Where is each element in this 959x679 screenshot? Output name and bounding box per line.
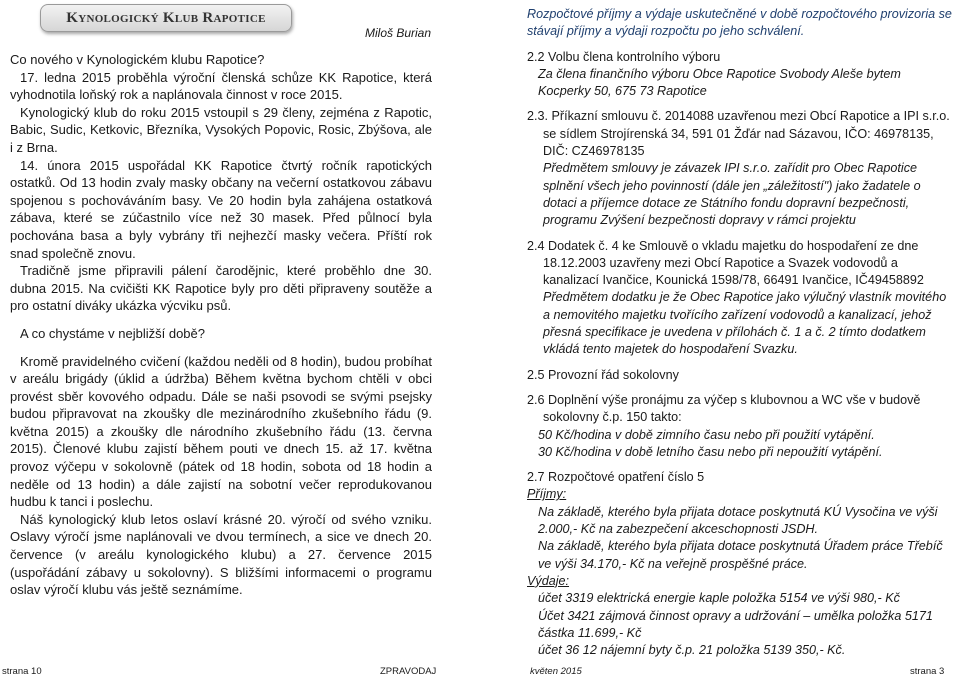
item-heading: 2.7 Rozpočtové opatření číslo 5: [527, 470, 705, 485]
right-column-minutes: [527, 6, 952, 659]
paragraph: Tradičně jsme připravili pálení čarodějnic, které proběhlo dne 30. dubna 2015. Na cvičišti KK Rapotice byly pro děti připraveny soutěže a pro ostatní diváky ukázka výcviku psů.: [10, 263, 432, 314]
item-detail: účet 3319 elektrická energie kaple položka 5154 ve výši 980,- Kč: [538, 591, 900, 606]
article-heading: Co nového v Kynologickém klubu Rapotice?: [10, 52, 265, 67]
paragraph: Náš kynologický klub letos oslaví krásné 20. výročí od svého vzniku. Oslavy výročí jsme naplánovali ve dvou termínech, a sice ve dnech 20. července (v areálu kynologického klubu) a 27. července 2015 (uspořádání zábavy u sokolovny). S bližšími informacemi o programu oslav výročí klubu vás ještě seznámíme.: [10, 511, 432, 598]
issue-date: květen 2015: [530, 666, 582, 677]
item-detail: 50 Kč/hodina v době zimního času nebo při použití vytápění.: [538, 427, 875, 442]
paragraph: 17. ledna 2015 proběhla výroční členská schůze KK Rapotice, která vyhodnotila loňský rok a naplánovala činnost v roce 2015.: [10, 69, 432, 103]
page-number-left: strana 10: [2, 666, 42, 677]
item-detail: Za člena finančního výboru Obce Rapotice Svobody Aleše bytem Kocperky 50, 675 73 Rapotice: [538, 66, 901, 99]
left-column-article: [10, 51, 432, 599]
item-detail: Účet 3421 zájmová činnost opravy a udržování – umělka položka 5171 částka 11.699,- Kč: [538, 608, 933, 640]
club-title: Kynologický Klub Rapotice: [66, 10, 266, 26]
item-detail: Na základě, kterého byla přijata dotace poskytnutá Úřadem práce Třebíč ve výši 34.170,- Kč na veřejně prospěšné práce.: [538, 539, 943, 571]
item-heading: 2.2 Volbu člena kontrolního výboru: [527, 49, 721, 64]
page-number-right: strana 3: [910, 666, 945, 677]
expenses-label: Výdaje:: [527, 573, 570, 588]
income-label: Příjmy:: [527, 487, 567, 502]
item-detail: účet 36 12 nájemní byty č.p. 21 položka 5139 350,- Kč.: [538, 643, 846, 658]
item-heading: 2.5 Provozní řád sokolovny: [527, 367, 679, 382]
article-author: Miloš Burian: [365, 26, 432, 40]
item-detail: Na základě, kterého byla přijata dotace poskytnutá KÚ Vysočina ve výši 2.000,- Kč na zabezpečení akceschopnosti JSDH.: [538, 504, 938, 537]
club-title-banner: [40, 4, 292, 32]
section-question: A co chystáme v nejbližší době?: [20, 325, 205, 341]
paragraph: Kynologický klub do roku 2015 vstoupil s 29 členy, zejména z Rapotic, Babic, Sudic, Ketkovic, Březníka, Vysokých Popovic, Rosic, Zbýšova, ale i z Brna.: [10, 104, 432, 155]
paragraph: Kromě pravidelného cvičení (každou neděli od 8 hodin), budou probíhat v areálu brigády (úklid a údržba) Během května bychom chtěli v obci provést sběr kovového odpadu. Dále se naši psovodi se svými psejsky budou připravovat na zkoušky dle mezinárodního zkušebního řádu (9. května 2015) a zkoušky dle národního zkušebního řádu (13. června 2015). Členové klubu zajistí během pouti ve dnech 15. až 17. května provoz výčepu v sokolovně (pátek od 18 hodin, sobota od 18 hodin a neděle od 13 hodin) a dále zajistí na sobotní večer reprodukovanou hudbu k tanci i poslechu.: [10, 353, 432, 510]
item-heading: 2.3. Příkazní smlouvu č. 2014088 uzavřenou mezi Obcí Rapotice a IPI s.r.o. se sídlem Strojírenská 34, 591 01 Žďár nad Sázavou, IČO: 46978135, DIČ: CZ46978135: [527, 109, 950, 159]
item-detail: Předmětem dodatku je že Obec Rapotice jako výlučný vlastník movitého a nemovitého majetku tvořícího zařízení vodovodů a kanalizací, jehož přesná specifikace je uvedena v přílohách č. 1 a č. 2 tímto dodatkem vkládá tento majetek do hospodaření Svazku.: [543, 290, 947, 357]
item-heading: 2.6 Doplnění výše pronájmu za výčep s klubovnou a WC vše v budově sokolovny č.p. 150 takto:: [527, 392, 921, 425]
paragraph: Rozpočtové příjmy a výdaje uskutečněné v době rozpočtového provizoria se stávají příjmy a výdaji rozpočtu po jeho schválení.: [527, 7, 952, 39]
item-detail: 30 Kč/hodina v době letního času nebo při nepoužití vytápění.: [538, 444, 883, 459]
newsletter-name: ZPRAVODAJ: [380, 666, 437, 677]
item-heading: 2.4 Dodatek č. 4 ke Smlouvě o vkladu majetku do hospodaření ze dne 18.12.2003 uzavřeny mezi Obcí Rapotice a Svazek vodovodů a kanalizací Ivančice, Kounická 1598/78, 66491 Ivančice, IČ49458892: [527, 238, 924, 288]
paragraph: 14. února 2015 uspořádal KK Rapotice čtvrtý ročník rapotických ostatků. Od 13 hodin zvaly masky občany na večerní ostatkovou zábavu spojenou s pochováváním basy. Ve 20 hodin byla zahájena ostatková zábava, které se zúčastnilo více než 30 masek. Před půlnocí byla pochována basa a byly vybrány tři nejhezčí masky večera. Příští rok snad společně znovu.: [10, 157, 432, 261]
item-detail: Předmětem smlouvy je závazek IPI s.r.o. zařídit pro Obec Rapotice splnění všech jeho povinností (dále jen „záležitostí") jako žadatele o dotaci a příjemce dotace ze Státního fondu dopravní bezpečnosti, programu Zvýšení bezpečnosti dopravy v rámci projektu: [543, 161, 921, 228]
